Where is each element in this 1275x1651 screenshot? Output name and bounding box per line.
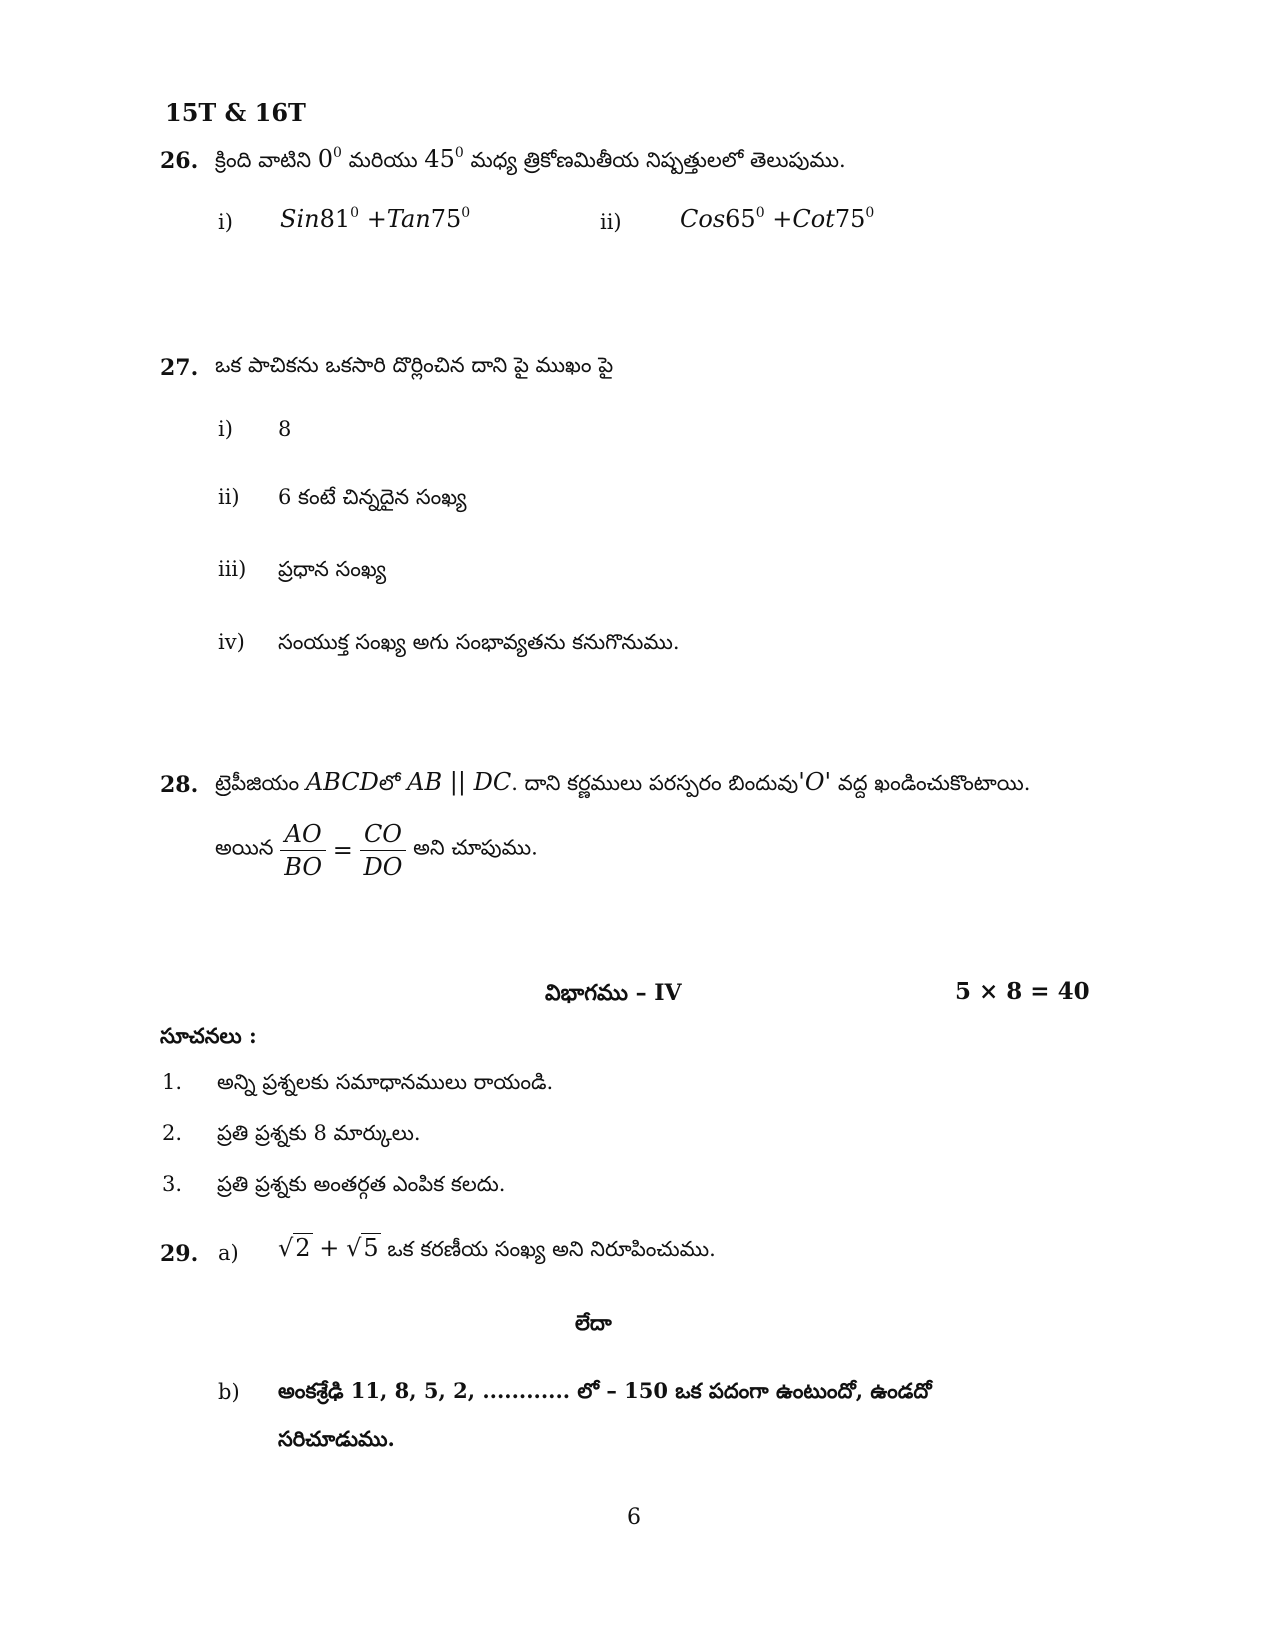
q27-item-2-text: 6 కంటే చిన్నదైన సంఖ్య [278, 485, 467, 509]
q27-item-4-label: iv) [218, 630, 245, 654]
q29-b-line-2: సరిచూడుము. [278, 1426, 395, 1451]
instruction-3-number: 3. [162, 1172, 183, 1196]
q26-deg0: $0^0$ [317, 145, 342, 173]
q27-item-3-label: iii) [218, 557, 247, 581]
q26-deg45: $45^0$ [424, 145, 464, 173]
q26-text-after: మధ్య త్రికోణమితీయ నిష్పత్తులలో తెలుపుము. [470, 148, 846, 172]
q27-item-2-label: ii) [218, 485, 240, 509]
q26-and: మరియు [348, 148, 418, 172]
instruction-3-text: ప్రతి ప్రశ్నకు అంతర్గత ఎంపిక కలదు. [217, 1172, 506, 1196]
instructions-heading: సూచనలు : [160, 1023, 257, 1048]
question-26-text [215, 145, 846, 178]
question-28-text: ట్రెపీజియం ABCDలో AB || DC. దాని కర్ణములు పరస్పరం బిందువు'O' వద్ద ఖండించుకొంటాయి. [215, 768, 1031, 796]
q29-b-label: b) [218, 1380, 240, 1404]
q27-item-1-text: 8 [278, 417, 292, 441]
q26-option-1-label: i) [218, 210, 233, 234]
q27-item-3-text: ప్రధాన సంఖ్య [278, 557, 387, 581]
instruction-2-text: ప్రతి ప్రశ్నకు 8 మార్కులు. [217, 1121, 421, 1145]
q28-fraction-ao-bo: $\frac{AO}{BO}$ [280, 818, 326, 883]
question-27-text: ఒక పాచికను ఒకసారి దొర్లించిన దాని పై ముఖం పై [215, 353, 614, 377]
question-29-number: 29. [160, 1241, 199, 1267]
q29-sqrt-2: √2 [278, 1234, 311, 1262]
section-title: విభాగము – IV [545, 980, 682, 1006]
question-26-number: 26. [160, 148, 199, 174]
instruction-1-number: 1. [162, 1070, 183, 1094]
q27-item-1-label: i) [218, 417, 233, 441]
section-marks: 5 × 8 = 40 [955, 978, 1090, 1005]
q29-b-line-1: అంకశ్రేఢి 11, 8, 5, 2, ............ లో – 150 ఒక పదంగా ఉంటుందో, ఉండదో [278, 1378, 932, 1403]
question-28-number: 28. [160, 772, 199, 798]
q26-option-2-label: ii) [600, 210, 622, 234]
q29-a-text: √2 + √5 ఒక కరణీయ సంఖ్య అని నిరూపించుము. [278, 1234, 716, 1262]
instruction-2-number: 2. [162, 1121, 183, 1145]
q29-a-label: a) [218, 1241, 239, 1265]
q29-sqrt-5: √5 [346, 1234, 379, 1262]
q26-text-before: క్రింది వాటిని [215, 148, 312, 172]
question-28-line-2: అయిన $\frac{AO}{BO}$ = $\frac{CO}{DO}$ అని చూపుము. [215, 820, 538, 881]
q26-option-1-expression: $Sin81^0 +Tan75^0$ [280, 205, 471, 233]
or-label: లేదా [575, 1310, 612, 1335]
q28-point-o: 'O' [798, 768, 832, 796]
header-code: 15T & 16T [165, 98, 306, 127]
q28-parallel: AB || DC [407, 768, 512, 796]
q26-option-2-expression: $Cos65^0 +Cot75^0$ [680, 205, 875, 233]
question-27-number: 27. [160, 355, 199, 381]
page-number: 6 [627, 1505, 641, 1530]
q28-fraction-co-do: $\frac{CO}{DO}$ [360, 818, 407, 883]
q28-abcd: ABCD [305, 768, 379, 796]
q27-item-4-text: సంయుక్త సంఖ్య అగు సంభావ్యతను కనుగొనుము. [278, 630, 680, 654]
instruction-1-text: అన్ని ప్రశ్నలకు సమాధానములు రాయండి. [217, 1070, 554, 1094]
